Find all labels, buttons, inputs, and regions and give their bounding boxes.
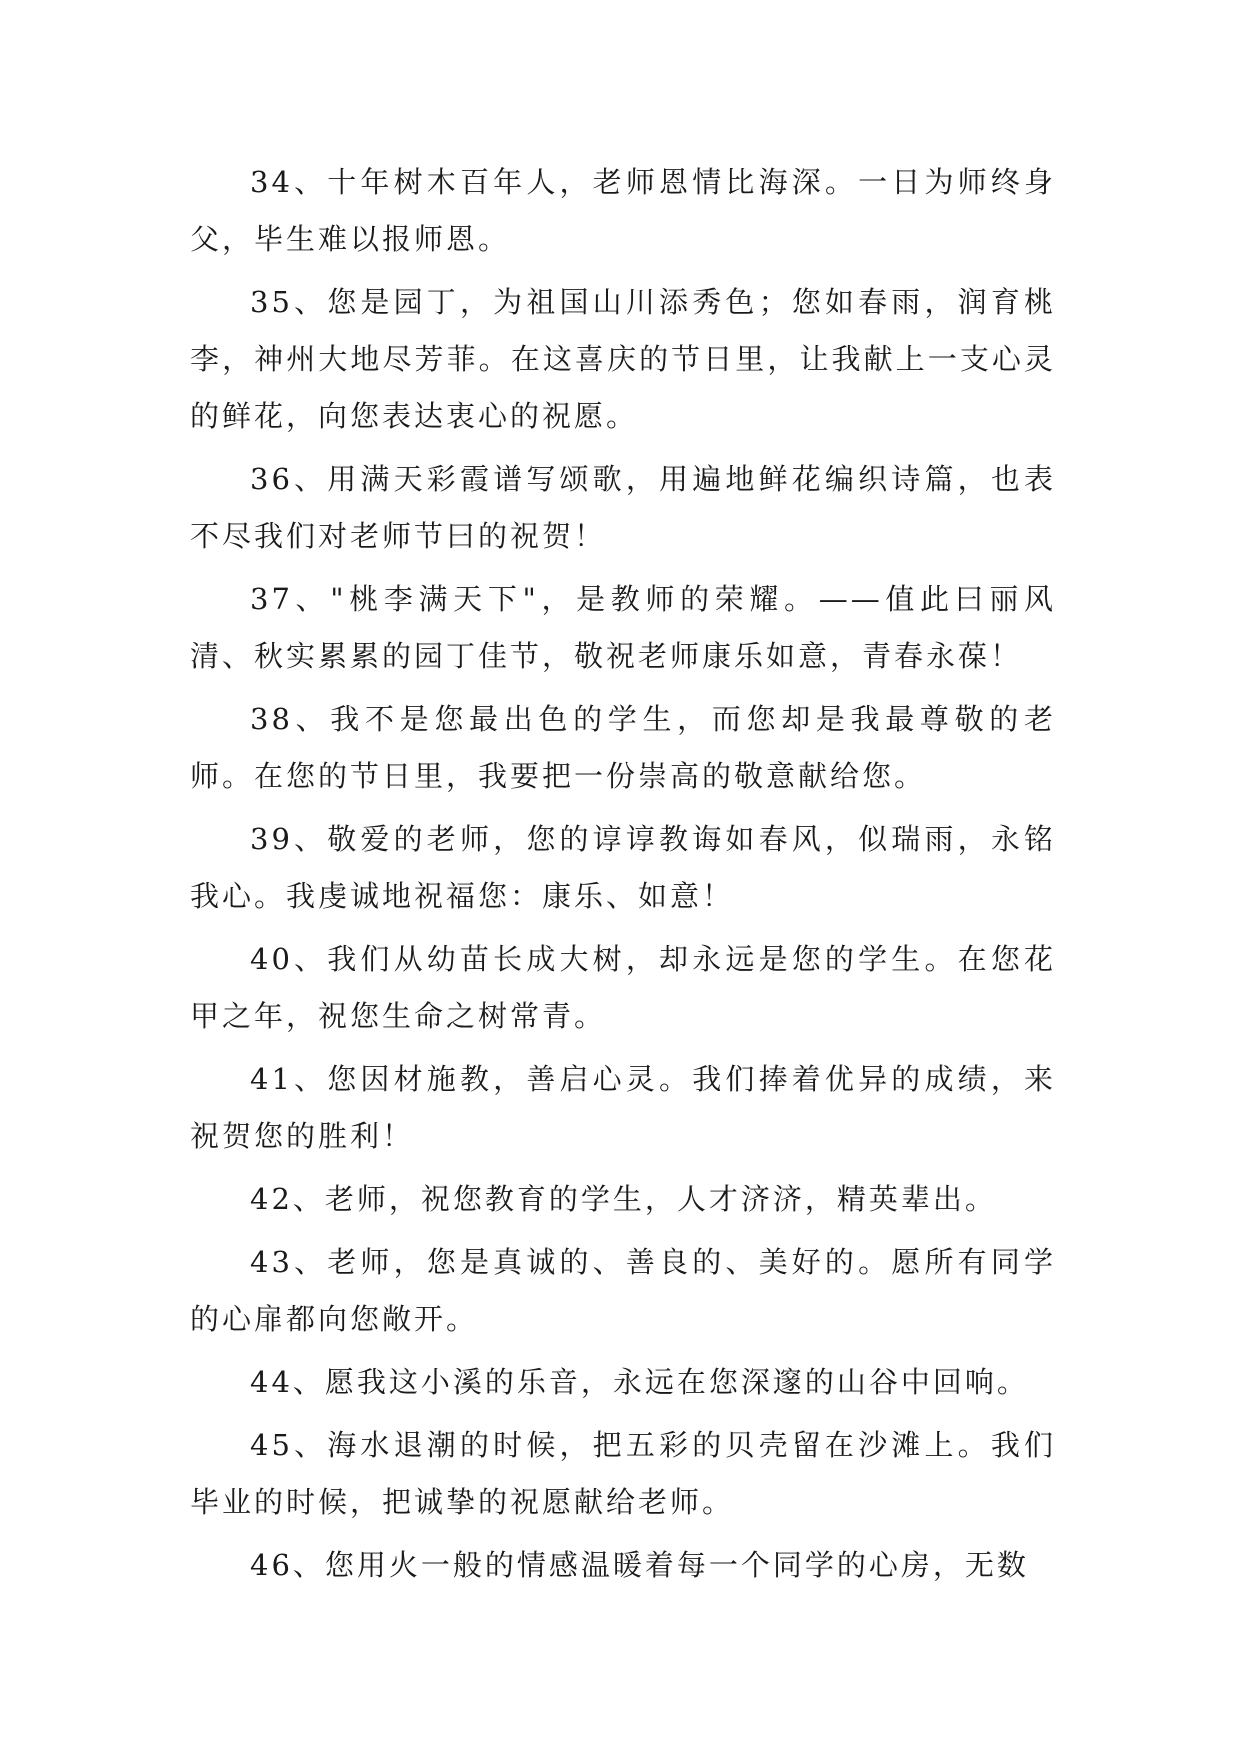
paragraph-40: 40、我们从幼苗长成大树，却永远是您的学生。在您花甲之年，祝您生命之树常青。 bbox=[190, 942, 1056, 1033]
paragraph-36: 36、用满天彩霞谱写颂歌，用遍地鲜花编织诗篇，也表不尽我们对老师节曰的祝贺！ bbox=[190, 462, 1056, 553]
paragraph-41: 41、您因材施教，善启心灵。我们捧着优异的成绩，来祝贺您的胜利！ bbox=[190, 1062, 1056, 1153]
paragraph-45: 45、海水退潮的时候，把五彩的贝壳留在沙滩上。我们毕业的时候，把诚挚的祝愿献给老师。 bbox=[190, 1428, 1056, 1519]
paragraph-35: 35、您是园丁，为祖国山川添秀色；您如春雨，润育桃李，神州大地尽芳菲。在这喜庆的节日里，让我献上一支心灵的鲜花，向您表达衷心的祝愿。 bbox=[190, 285, 1056, 433]
paragraph-46: 46、您用火一般的情感温暖着每一个同学的心房，无数 bbox=[250, 1548, 1029, 1582]
paragraph-42: 42、老师，祝您教育的学生，人才济济，精英辈出。 bbox=[250, 1182, 997, 1216]
paragraph-38: 38、我不是您最出色的学生，而您却是我最尊敬的老师。在您的节日里，我要把一份崇高的敬意献给您。 bbox=[190, 702, 1056, 793]
paragraph-37: 37、"桃李满天下"，是教师的荣耀。——值此曰丽风清、秋实累累的园丁佳节，敬祝老师康乐如意，青春永葆！ bbox=[190, 582, 1056, 673]
paragraph-43: 43、老师，您是真诚的、善良的、美好的。愿所有同学的心扉都向您敞开。 bbox=[190, 1245, 1056, 1336]
paragraph-39: 39、敬爱的老师，您的谆谆教诲如春风，似瑞雨，永铭我心。我虔诚地祝福您：康乐、如意！ bbox=[190, 822, 1056, 913]
paragraph-34: 34、十年树木百年人，老师恩情比海深。一日为师终身父，毕生难以报师恩。 bbox=[190, 165, 1056, 256]
document-body bbox=[190, 154, 1056, 1600]
paragraph-44: 44、愿我这小溪的乐音，永远在您深邃的山谷中回响。 bbox=[250, 1365, 1029, 1399]
